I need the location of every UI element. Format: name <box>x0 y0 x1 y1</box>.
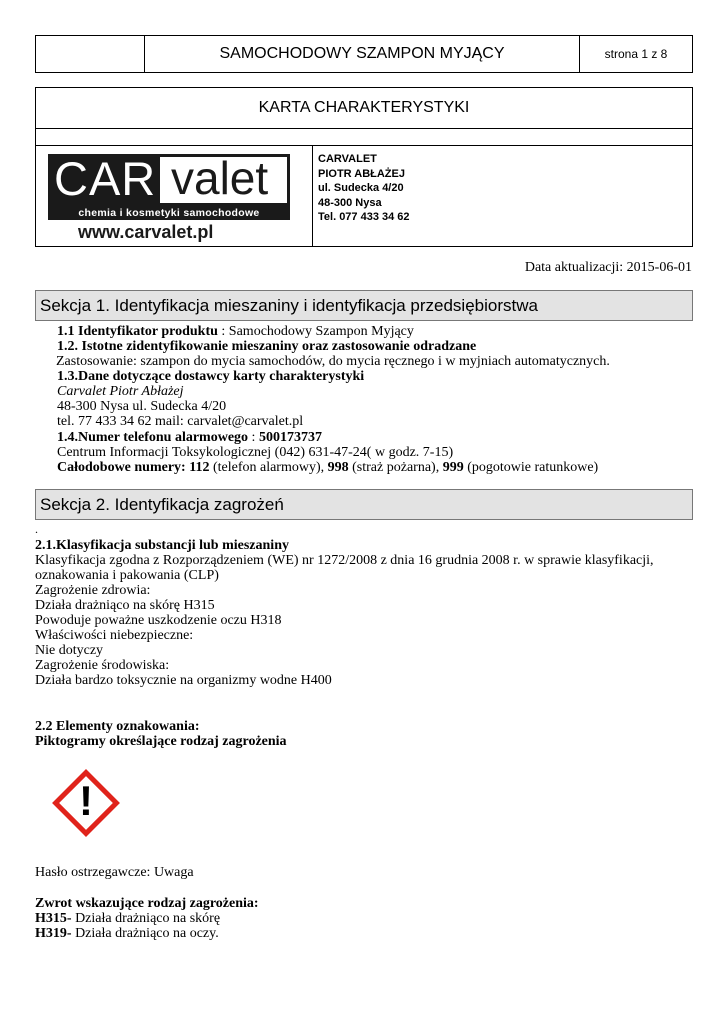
product-title: SAMOCHODOWY SZAMPON MYJĄCY <box>219 45 505 62</box>
s2-labeling-label: 2.2 Elementy oznakowania: <box>35 719 200 734</box>
update-date: Data aktualizacji: 2015-06-01 <box>524 260 692 275</box>
s1-line-address: 48-300 Nysa ul. Sudecka 4/20 <box>57 399 227 414</box>
supplier-line: Tel. 077 433 34 62 <box>318 211 410 223</box>
header-box <box>35 35 693 73</box>
s2-line: Klasyfikacja zgodna z Rozporządzeniem (WE) nr 1272/2008 z dnia 16 grudnia 2008 r. w sprawie klasyfikacji, <box>35 553 654 568</box>
s2-hazard-title <box>35 896 259 911</box>
s1-line-application: Zastosowanie: szampon do mycia samochodów, do mycia ręcznego i w myjniach automatycznych. <box>56 354 610 369</box>
s1-numbers-d: (straż pożarna), <box>348 460 443 475</box>
s2-pictogram-title <box>35 734 287 749</box>
s1-identifier-value: : Samochodowy Szampon Myjący <box>217 324 414 339</box>
s1-line-numbers <box>57 460 598 475</box>
s2-line: Zagrożenie zdrowia: <box>35 583 151 598</box>
s2-dot: . <box>35 522 38 536</box>
s1-uses-title: 1.2. Istotne zidentyfikowanie mieszaniny oraz zastosowanie odradzane <box>57 339 477 354</box>
s1-line-company <box>57 384 184 399</box>
s2-line: Działa drażniąco na skórę H315 <box>35 598 215 613</box>
s2-labeling-title <box>35 719 200 734</box>
s2-line: oznakowania i pakowania (CLP) <box>35 568 219 583</box>
supplier-line: CARVALET <box>318 153 377 165</box>
supplier-line: ul. Sudecka 4/20 <box>318 182 404 194</box>
s2-hazard-label: Zwrot wskazujące rodzaj zagrożenia: <box>35 896 259 911</box>
s1-numbers-e: 999 <box>442 460 464 475</box>
section2-title: Sekcja 2. Identyfikacja zagrożeń <box>35 489 693 520</box>
s2-pictogram-label: Piktogramy określające rodzaj zagrożenia <box>35 734 287 749</box>
s2-line: Działa bardzo toksycznie na organizmy wodne H400 <box>35 673 332 688</box>
s1-emergency-label: 1.4.Numer telefonu alarmowego <box>57 430 249 445</box>
s1-line-identifier <box>57 324 414 339</box>
logo-car-text: CAR <box>54 152 157 205</box>
s2-line: Właściwości niebezpieczne: <box>35 628 194 643</box>
title-rule-2 <box>36 145 692 146</box>
section1-title: Sekcja 1. Identyfikacja mieszaniny i identyfikacja przedsiębiorstwa <box>35 290 693 321</box>
s1-emergency-number: 500173737 <box>258 430 322 445</box>
s2-line: Zagrożenie środowiska: <box>35 658 170 673</box>
carvalet-logo <box>48 154 292 244</box>
s1-numbers-f: (pogotowie ratunkowe) <box>463 460 599 475</box>
title-box <box>35 87 693 247</box>
supplier-line: PIOTR ABŁAŻEJ <box>318 167 405 180</box>
s2-h319 <box>35 926 219 941</box>
s2-signal-word: Hasło ostrzegawcze: Uwaga <box>35 865 194 880</box>
s1-emergency-sep: : <box>248 430 259 445</box>
supplier-info <box>318 152 410 225</box>
s2-number: 2.1 <box>35 538 53 553</box>
s2-classification-label: .Klasyfikacja substancji lub mieszaniny <box>52 538 289 553</box>
s2-h319-code: H319- <box>35 926 72 941</box>
logo-tagline: chemia i kosmetyki samochodowe <box>48 206 290 220</box>
s1-supplier-title: 1.3.Dane dotyczące dostawcy karty charakterystyki <box>57 369 365 384</box>
s1-line-emergency <box>57 430 322 445</box>
page-label: strona 1 z 8 <box>604 47 668 61</box>
s1-line-uses <box>57 339 476 354</box>
doc-title: KARTA CHARAKTERYSTYKI <box>258 99 470 116</box>
s2-h319-text: Działa drażniąco na oczy. <box>71 926 219 941</box>
s1-numbers-c: 998 <box>327 460 349 475</box>
supplier-line: 48-300 Nysa <box>318 196 382 209</box>
s1-line-contact: tel. 77 433 34 62 mail: carvalet@carvalet.pl <box>57 414 304 429</box>
s2-h315 <box>35 911 220 926</box>
logo-divider <box>312 145 313 246</box>
exclamation-mark-ghs-icon <box>48 765 124 841</box>
logo-website: www.carvalet.pl <box>78 222 214 242</box>
s1-numbers-b: (telefon alarmowy), <box>209 460 328 475</box>
section1-body <box>57 324 697 476</box>
s1-line-toxicology: Centrum Informacji Toksykologicznej (042) 631-47-24( w godz. 7-15) <box>57 445 454 460</box>
logo-valet-text: valet <box>171 152 269 204</box>
s2-h315-text: Działa drażniąco na skórę <box>71 911 221 926</box>
s1-line-supplier-title <box>57 369 364 384</box>
pictogram-exclamation: ! <box>79 777 93 824</box>
s2-classification-title <box>35 538 289 553</box>
s1-company-name: Carvalet Piotr Abłażej <box>57 384 184 399</box>
title-rule-1 <box>36 128 692 129</box>
s1-numbers-a: Całodobowe numery: 112 <box>57 460 210 475</box>
s1-identifier-label: 1.1 Identyfikator produktu <box>57 324 218 339</box>
section2-body <box>35 522 700 952</box>
s2-line: Powoduje poważne uszkodzenie oczu H318 <box>35 613 282 628</box>
s2-line: Nie dotyczy <box>35 643 104 658</box>
s2-h315-code: H315- <box>35 911 72 926</box>
